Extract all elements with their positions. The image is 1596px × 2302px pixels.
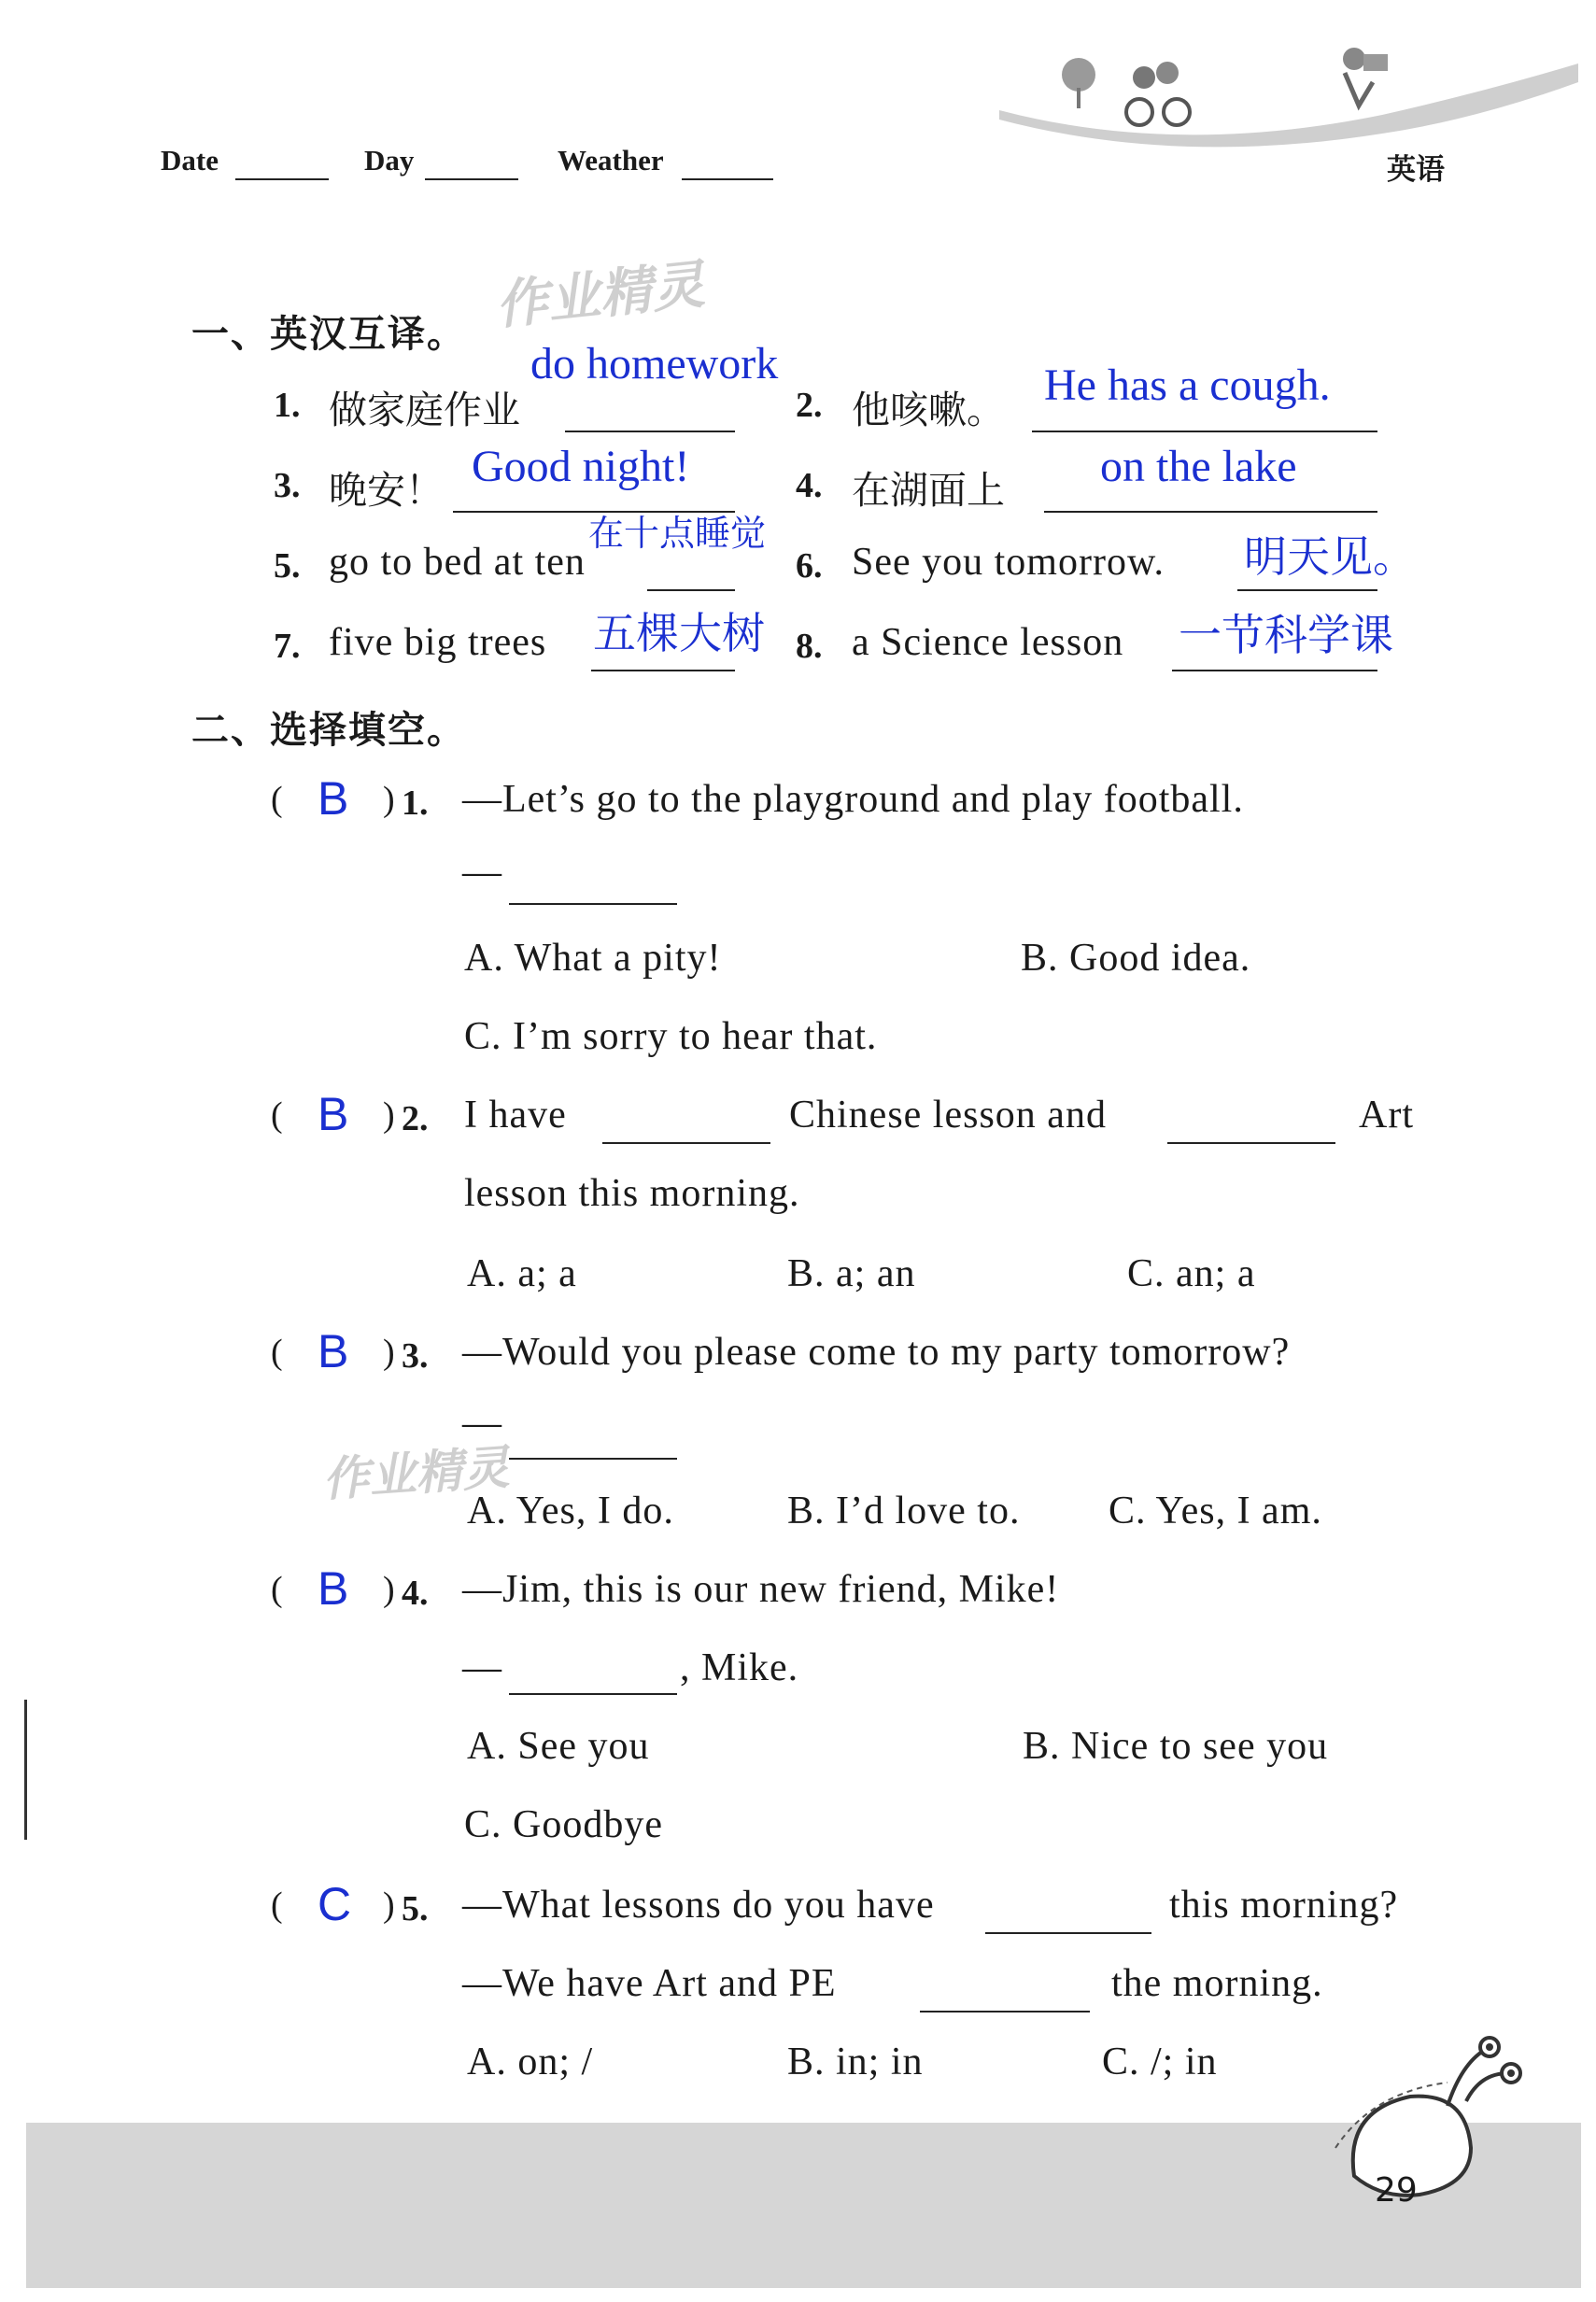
reply-dash: — xyxy=(462,1402,502,1445)
question-text-part: —What lessons do you have xyxy=(462,1884,935,1927)
answer-paren-close: ) xyxy=(383,1095,395,1135)
answer-paren-open: ( xyxy=(271,1333,283,1372)
handwritten-answer: 一节科学课 xyxy=(1179,610,1393,660)
handwritten-answer: Good night! xyxy=(472,442,690,491)
item-number: 3. xyxy=(274,466,301,505)
question-text: —Jim, this is our new friend, Mike! xyxy=(462,1568,1060,1611)
option-c[interactable]: C. I’m sorry to hear that. xyxy=(464,1015,878,1058)
day-label: Day xyxy=(364,144,415,177)
question-text-part: I have xyxy=(464,1094,567,1137)
child-icon xyxy=(1343,48,1365,70)
reply-text: the morning. xyxy=(1111,1962,1323,2005)
question-text-part: this morning? xyxy=(1169,1884,1399,1927)
day-blank[interactable] xyxy=(425,177,518,180)
answer-blank[interactable] xyxy=(1032,430,1377,432)
question-text: —Would you please come to my party tomorrow? xyxy=(462,1331,1291,1374)
handwritten-answer: He has a cough. xyxy=(1044,360,1331,410)
question-number: 2. xyxy=(402,1099,429,1138)
chosen-answer: C xyxy=(318,1878,352,1930)
snail-icon xyxy=(1317,2008,1532,2223)
answer-blank[interactable] xyxy=(565,430,735,432)
reply-blank[interactable] xyxy=(509,902,677,905)
answer-paren-open: ( xyxy=(271,1095,283,1135)
handwritten-answer: 明天见。 xyxy=(1244,531,1416,582)
question-number: 4. xyxy=(402,1574,429,1613)
option-b[interactable]: B. in; in xyxy=(787,2041,924,2083)
option-b[interactable]: B. Good idea. xyxy=(1021,937,1251,980)
chosen-answer: B xyxy=(318,1562,349,1615)
item-prompt: a Science lesson xyxy=(852,621,1124,664)
option-c[interactable]: C. Goodbye xyxy=(464,1803,663,1846)
chosen-answer: B xyxy=(318,1325,349,1377)
answer-paren-open: ( xyxy=(271,1885,283,1925)
handwritten-answer: 在十点睡觉 xyxy=(588,513,767,554)
answer-blank[interactable] xyxy=(1172,669,1377,671)
item-number: 1. xyxy=(274,386,301,425)
weather-label: Weather xyxy=(558,144,664,177)
answer-paren-open: ( xyxy=(271,1570,283,1609)
item-prompt: five big trees xyxy=(329,621,547,664)
question-number: 3. xyxy=(402,1336,429,1376)
question-text-part: Art xyxy=(1359,1094,1414,1137)
item-prompt: go to bed at ten xyxy=(329,541,586,584)
item-number: 4. xyxy=(796,466,823,505)
answer-blank[interactable] xyxy=(1237,588,1377,591)
reply-dash: — xyxy=(462,1646,502,1689)
option-b[interactable]: B. I’d love to. xyxy=(787,1490,1021,1532)
watermark-middle: 作业精灵 xyxy=(320,1440,512,1507)
fill-blank[interactable] xyxy=(602,1141,770,1144)
item-prompt: 晚安！ xyxy=(329,468,444,513)
handwritten-answer: do homework xyxy=(530,339,779,388)
answer-paren-open: ( xyxy=(271,780,283,819)
handwritten-answer: 五棵大树 xyxy=(593,608,765,658)
option-a[interactable]: A. a; a xyxy=(467,1252,577,1295)
fill-blank[interactable] xyxy=(1167,1141,1335,1144)
section2-title: 二、选择填空。 xyxy=(191,709,466,752)
reply-blank[interactable] xyxy=(509,1457,677,1460)
answer-blank[interactable] xyxy=(591,669,735,671)
reply-text: —We have Art and PE xyxy=(462,1962,837,2005)
subject-label: 英语 xyxy=(1387,153,1445,187)
item-prompt: 他咳嗽。 xyxy=(852,388,1005,432)
item-prompt: 在湖面上 xyxy=(852,468,1005,513)
date-blank[interactable] xyxy=(235,177,329,180)
fill-blank[interactable] xyxy=(920,2010,1090,2012)
option-c[interactable]: C. Yes, I am. xyxy=(1109,1490,1322,1532)
weather-blank[interactable] xyxy=(682,177,773,180)
reply-blank[interactable] xyxy=(509,1692,677,1695)
item-number: 2. xyxy=(796,386,823,425)
margin-line xyxy=(24,1700,27,1840)
section1-title: 一、英汉互译。 xyxy=(191,313,466,356)
question-number: 5. xyxy=(402,1889,429,1928)
date-label: Date xyxy=(161,144,219,177)
item-number: 6. xyxy=(796,546,823,586)
item-prompt: 做家庭作业 xyxy=(329,388,520,432)
item-number: 8. xyxy=(796,627,823,666)
option-a[interactable]: A. Yes, I do. xyxy=(467,1490,674,1532)
page-number: 29 xyxy=(1375,2171,1418,2210)
option-a[interactable]: A. See you xyxy=(467,1725,650,1768)
fill-blank[interactable] xyxy=(985,1931,1151,1934)
item-number: 7. xyxy=(274,627,301,666)
answer-blank[interactable] xyxy=(647,588,735,591)
item-prompt: See you tomorrow. xyxy=(852,541,1165,584)
chosen-answer: B xyxy=(318,1088,349,1140)
option-b[interactable]: B. Nice to see you xyxy=(1023,1725,1329,1768)
option-a[interactable]: A. What a pity! xyxy=(464,937,722,980)
tree-icon xyxy=(1062,58,1095,92)
header-illustration xyxy=(990,26,1588,157)
answer-paren-close: ) xyxy=(383,1570,395,1609)
question-text-cont: lesson this morning. xyxy=(464,1172,800,1215)
option-c[interactable]: C. an; a xyxy=(1127,1252,1256,1295)
option-a[interactable]: A. on; / xyxy=(467,2041,594,2083)
option-b[interactable]: B. a; an xyxy=(787,1252,916,1295)
reply-dash: — xyxy=(462,851,502,894)
answer-blank[interactable] xyxy=(1044,510,1377,513)
watermark-top: 作业精灵 xyxy=(492,254,708,337)
question-number: 1. xyxy=(402,784,429,823)
question-text: —Let’s go to the playground and play football. xyxy=(462,778,1244,821)
bicycle-icon xyxy=(1126,99,1152,125)
answer-paren-close: ) xyxy=(383,1333,395,1372)
question-text-part: Chinese lesson and xyxy=(789,1094,1107,1137)
item-number: 5. xyxy=(274,546,301,586)
handwritten-answer: on the lake xyxy=(1100,442,1297,491)
answer-paren-close: ) xyxy=(383,1885,395,1925)
reply-text: , Mike. xyxy=(680,1646,799,1689)
chosen-answer: B xyxy=(318,772,349,825)
answer-paren-close: ) xyxy=(383,780,395,819)
option-c[interactable]: C. /; in xyxy=(1102,2041,1218,2083)
